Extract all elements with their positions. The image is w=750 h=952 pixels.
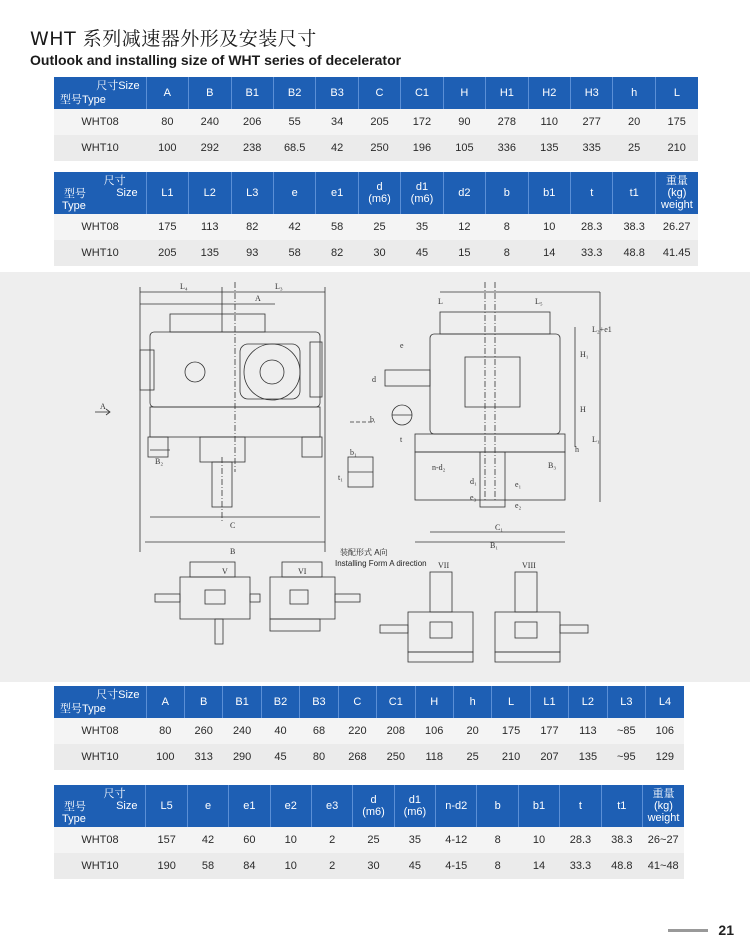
shaft-detail [348, 405, 412, 487]
table-cell: 8 [477, 853, 518, 879]
view-label-V: V [222, 567, 228, 576]
table-cell: 2 [311, 827, 352, 853]
dim-L3: L₃ [275, 282, 283, 291]
table-row [54, 135, 698, 161]
table-cell: 175 [492, 718, 530, 744]
spec-table-4 [54, 785, 684, 879]
column-header: d1 (m6) [401, 172, 443, 214]
table-cell: 260 [184, 718, 222, 744]
column-header: L1 [146, 172, 188, 214]
table-cell: 25 [453, 744, 491, 770]
column-header: d (m6) [353, 785, 394, 827]
spec-table-3 [54, 686, 684, 770]
table-cell: 106 [415, 718, 453, 744]
table-cell: 292 [189, 135, 231, 161]
table-cell: 113 [189, 214, 231, 240]
column-header: e1 [229, 785, 270, 827]
column-header: d1 (m6) [394, 785, 435, 827]
table-cell: 206 [231, 109, 273, 135]
table-cell: 313 [184, 744, 222, 770]
table-cell: 26.27 [655, 214, 698, 240]
dim-b: b [370, 415, 374, 424]
dim-H1: H₁ [580, 350, 589, 359]
table-cell: 10 [270, 853, 311, 879]
corner-size-cn: 尺寸 [103, 175, 126, 187]
page-title-cn: WHT 系列减速器外形及安装尺寸 [30, 28, 317, 50]
model-type-cell: WHT10 [54, 240, 146, 266]
model-type-cell: WHT10 [54, 853, 146, 879]
table-cell: 33.3 [560, 853, 601, 879]
model-type-cell: WHT08 [54, 109, 146, 135]
column-header: t1 [613, 172, 655, 214]
column-header: H [415, 686, 453, 718]
dim-L2-e1: L₂+e1 [592, 325, 612, 334]
dim-B: B [230, 547, 236, 556]
table-row [54, 214, 698, 240]
dim-B2: B₂ [155, 457, 164, 466]
table-cell: 28.3 [560, 827, 601, 853]
table-cell: 100 [146, 744, 184, 770]
table-cell: 336 [486, 135, 528, 161]
corner-size-label: 尺寸Size [96, 689, 140, 701]
table-cell: 30 [353, 853, 394, 879]
table-cell: 35 [394, 827, 435, 853]
column-header: C [358, 77, 400, 109]
table-cell: 60 [229, 827, 270, 853]
table-cell: 40 [261, 718, 299, 744]
table-cell: 20 [613, 109, 655, 135]
dim-e1: e₁ [515, 480, 522, 489]
table-cell: 105 [443, 135, 485, 161]
dim-C1: C₁ [495, 523, 504, 532]
table-cell: 278 [486, 109, 528, 135]
dim-B3: B₃ [548, 461, 557, 470]
table-cell: 28.3 [571, 214, 613, 240]
table-cell: 220 [338, 718, 376, 744]
technical-drawing-area [0, 272, 750, 682]
table-cell: 240 [223, 718, 261, 744]
table-cell: 129 [646, 744, 684, 770]
column-header: A [146, 686, 184, 718]
dim-e3: e₃ [470, 493, 477, 502]
column-header: b1 [528, 172, 570, 214]
right-main-view [385, 282, 600, 542]
dim-b1: b₁ [350, 448, 357, 457]
table-cell: 4-12 [436, 827, 477, 853]
table-cell: 100 [146, 135, 188, 161]
column-header: L2 [569, 686, 607, 718]
column-header: B [189, 77, 231, 109]
table-cell: 172 [401, 109, 443, 135]
table-cell: 268 [338, 744, 376, 770]
column-header: L [492, 686, 530, 718]
page-number: 21 [718, 922, 734, 938]
table-cell: 90 [443, 109, 485, 135]
dim-d: d [372, 375, 376, 384]
column-header: C1 [401, 77, 443, 109]
table-cell: 290 [223, 744, 261, 770]
column-header: t1 [601, 785, 642, 827]
table-cell: 30 [358, 240, 400, 266]
column-header: L [655, 77, 698, 109]
dim-L1: L₁ [592, 435, 600, 444]
table-row [54, 109, 698, 135]
view-VI [270, 562, 360, 631]
column-header: H1 [486, 77, 528, 109]
table-cell: 135 [528, 135, 570, 161]
table-cell: 250 [358, 135, 400, 161]
table-row [54, 827, 684, 853]
table-cell: 175 [146, 214, 188, 240]
table-cell: 15 [443, 240, 485, 266]
column-header: b1 [518, 785, 559, 827]
page-footer-bar [668, 929, 708, 932]
table-cell: 205 [358, 109, 400, 135]
arrow-A-label: A [100, 402, 106, 411]
corner-size-label: 尺寸Size [96, 80, 140, 92]
dim-C: C [230, 521, 236, 530]
table-cell: 106 [646, 718, 684, 744]
column-header: t [571, 172, 613, 214]
table-cell: 210 [492, 744, 530, 770]
column-header: n-d2 [436, 785, 477, 827]
table-cell: 2 [311, 853, 352, 879]
column-header: e3 [311, 785, 352, 827]
table-cell: 157 [146, 827, 187, 853]
corner-type-cn: 型号 [64, 188, 86, 200]
table-cell: ~95 [607, 744, 645, 770]
column-header: L3 [231, 172, 273, 214]
table-cell: 20 [453, 718, 491, 744]
drawing-caption-en: Installing Form A direction [335, 559, 427, 568]
table-corner-cell [54, 77, 146, 109]
view-label-VI: VI [298, 567, 307, 576]
table-corner-cell [54, 686, 146, 718]
corner-size-en: Size [116, 187, 138, 199]
column-header: B2 [261, 686, 299, 718]
table-cell: 33.3 [571, 240, 613, 266]
dim-L: L [438, 297, 443, 306]
column-header: L2 [189, 172, 231, 214]
table-cell: 12 [443, 214, 485, 240]
table-cell: 135 [569, 744, 607, 770]
table-corner-cell [54, 785, 146, 827]
column-header: B [184, 686, 222, 718]
corner-size-cn: 尺寸 [103, 788, 126, 800]
column-header: 重量 (kg) weight [655, 172, 698, 214]
dim-L4: L₄ [180, 282, 188, 291]
dim-e: e [400, 341, 404, 350]
table-cell: 240 [189, 109, 231, 135]
dim-B1: B₁ [490, 541, 499, 550]
table-cell: 238 [231, 135, 273, 161]
table-cell: 210 [655, 135, 698, 161]
table-cell: 10 [528, 214, 570, 240]
table-cell: 175 [655, 109, 698, 135]
view-label-VII: VII [438, 561, 450, 570]
column-header: 重量 (kg) weight [642, 785, 684, 827]
table-cell: 14 [518, 853, 559, 879]
table-cell: 25 [358, 214, 400, 240]
table-row [54, 240, 698, 266]
dim-n-d2: n-d₂ [432, 463, 446, 472]
table-cell: 10 [270, 827, 311, 853]
left-main-view [95, 282, 325, 552]
column-header: b [486, 172, 528, 214]
model-type-cell: WHT10 [54, 135, 146, 161]
table-cell: 177 [530, 718, 568, 744]
table-cell: 80 [146, 109, 188, 135]
corner-type-cn: 型号 [64, 801, 86, 813]
table-cell: 93 [231, 240, 273, 266]
column-header: e2 [270, 785, 311, 827]
view-V [155, 562, 260, 644]
table-cell: 82 [316, 240, 358, 266]
column-header: B3 [300, 686, 338, 718]
spec-table-1 [54, 77, 698, 161]
table-cell: 8 [486, 240, 528, 266]
table-corner-cell [54, 172, 146, 214]
table-cell: 68 [300, 718, 338, 744]
column-header: d (m6) [358, 172, 400, 214]
table-cell: 41.45 [655, 240, 698, 266]
table-cell: 196 [401, 135, 443, 161]
view-VII [380, 572, 473, 662]
column-header: C [338, 686, 376, 718]
table-cell: 205 [146, 240, 188, 266]
column-header: L3 [607, 686, 645, 718]
column-header: H [443, 77, 485, 109]
column-header: e [273, 172, 315, 214]
table-cell: 68.5 [273, 135, 315, 161]
table-cell: ~85 [607, 718, 645, 744]
page-title-en: Outlook and installing size of WHT series of decelerator [30, 52, 402, 68]
dim-t1: t₁ [338, 473, 344, 482]
table-cell: 84 [229, 853, 270, 879]
table-cell: 45 [261, 744, 299, 770]
table-cell: 45 [401, 240, 443, 266]
model-type-cell: WHT08 [54, 214, 146, 240]
corner-type-label: 型号Type [60, 94, 106, 106]
table-cell: 118 [415, 744, 453, 770]
gearbox-drawings [0, 272, 750, 682]
table-cell: 4-15 [436, 853, 477, 879]
column-header: B1 [231, 77, 273, 109]
table-cell: 41~48 [642, 853, 684, 879]
table-cell: 48.8 [601, 853, 642, 879]
view-VIII [495, 572, 588, 662]
table-cell: 14 [528, 240, 570, 266]
table-cell: 82 [231, 214, 273, 240]
column-header: H3 [571, 77, 613, 109]
table-cell: 250 [377, 744, 415, 770]
table-cell: 58 [316, 214, 358, 240]
column-header: H2 [528, 77, 570, 109]
table-row [54, 718, 684, 744]
column-header: b [477, 785, 518, 827]
corner-type-en: Type [62, 813, 86, 825]
column-header: d2 [443, 172, 485, 214]
column-header: t [560, 785, 601, 827]
dim-L5: L₅ [535, 297, 543, 306]
column-header: e1 [316, 172, 358, 214]
table-cell: 80 [300, 744, 338, 770]
table-cell: 207 [530, 744, 568, 770]
table-cell: 55 [273, 109, 315, 135]
table-cell: 190 [146, 853, 187, 879]
table-cell: 8 [477, 827, 518, 853]
table-cell: 110 [528, 109, 570, 135]
table-cell: 34 [316, 109, 358, 135]
dim-h: h [575, 445, 579, 454]
table-cell: 80 [146, 718, 184, 744]
table-cell: 26~27 [642, 827, 684, 853]
table-cell: 335 [571, 135, 613, 161]
table-cell: 113 [569, 718, 607, 744]
table-cell: 45 [394, 853, 435, 879]
dim-H: H [580, 405, 586, 414]
corner-type-label: 型号Type [60, 703, 106, 715]
table-cell: 25 [353, 827, 394, 853]
corner-type-en: Type [62, 200, 86, 212]
model-type-cell: WHT08 [54, 718, 146, 744]
table-cell: 42 [187, 827, 228, 853]
table-row [54, 744, 684, 770]
column-header: L5 [146, 785, 187, 827]
table-cell: 8 [486, 214, 528, 240]
table-cell: 135 [189, 240, 231, 266]
table-cell: 38.3 [613, 214, 655, 240]
column-header: A [146, 77, 188, 109]
table-cell: 58 [273, 240, 315, 266]
column-header: L4 [646, 686, 684, 718]
table-cell: 38.3 [601, 827, 642, 853]
table-cell: 208 [377, 718, 415, 744]
table-cell: 58 [187, 853, 228, 879]
table-cell: 48.8 [613, 240, 655, 266]
table-cell: 42 [273, 214, 315, 240]
column-header: B1 [223, 686, 261, 718]
model-type-cell: WHT10 [54, 744, 146, 770]
table-cell: 277 [571, 109, 613, 135]
spec-table-2 [54, 172, 698, 266]
column-header: L1 [530, 686, 568, 718]
column-header: B3 [316, 77, 358, 109]
column-header: h [613, 77, 655, 109]
table-cell: 35 [401, 214, 443, 240]
table-cell: 42 [316, 135, 358, 161]
column-header: h [453, 686, 491, 718]
table-cell: 10 [518, 827, 559, 853]
model-type-cell: WHT08 [54, 827, 146, 853]
view-label-VIII: VIII [522, 561, 536, 570]
column-header: e [187, 785, 228, 827]
column-header: C1 [377, 686, 415, 718]
dim-A: A [255, 294, 261, 303]
table-cell: 25 [613, 135, 655, 161]
drawing-caption-cn: 装配形式 A向 [340, 548, 388, 557]
dim-e2: e₂ [515, 501, 522, 510]
dim-d1: d₁ [470, 477, 477, 486]
column-header: B2 [273, 77, 315, 109]
table-row [54, 853, 684, 879]
dim-t: t [400, 435, 403, 444]
corner-size-en: Size [116, 800, 138, 812]
